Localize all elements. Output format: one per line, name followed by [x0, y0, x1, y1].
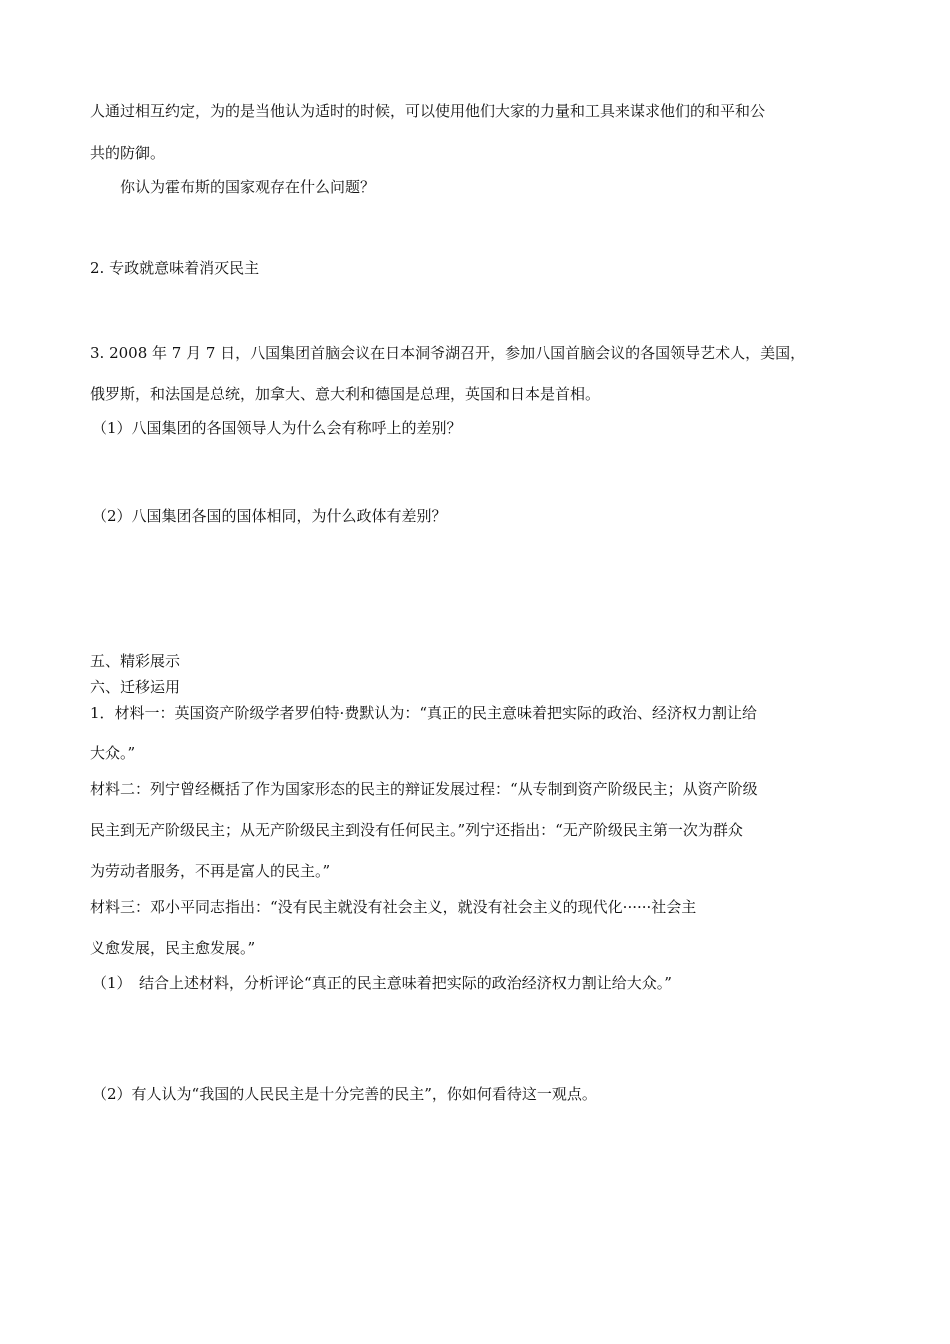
- section-six-heading: 六、迁移运用: [90, 678, 181, 696]
- question-3-sub-2: （2）八国集团各国的国体相同，为什么政体有差别？: [92, 507, 447, 525]
- material-3-line-1: 材料三：邓小平同志指出：“没有民主就没有社会主义，就没有社会主义的现代化······社会主: [90, 898, 697, 916]
- question-3-sub-1: （1）八国集团的各国领导人为什么会有称呼上的差别？: [92, 419, 462, 437]
- material-2-line-3: 为劳动者服务，不再是富人的民主。”: [90, 862, 331, 880]
- material-2-line-1: 材料二：列宁曾经概括了作为国家形态的民主的辩证发展过程：“从专制到资产阶级民主；从资产阶级: [90, 780, 758, 798]
- question-3-line-2: 俄罗斯，和法国是总统，加拿大、意大利和德国是总理，英国和日本是首相。: [90, 385, 601, 403]
- material-question-1: （1） 结合上述材料，分析评论“真正的民主意味着把实际的政治经济权力割让给大众。”: [92, 974, 672, 992]
- hobbes-quote-line-2: 共的防御。: [90, 144, 166, 162]
- question-2: 2. 专政就意味着消灭民主: [90, 259, 260, 277]
- hobbes-question: 你认为霍布斯的国家观存在什么问题？: [120, 178, 376, 196]
- material-1-line-2: 大众。”: [90, 744, 136, 762]
- material-2-line-2: 民主到无产阶级民主；从无产阶级民主到没有任何民主。”列宁还指出：“无产阶级民主第一次为群众: [90, 821, 743, 839]
- material-question-2: （2）有人认为“我国的人民民主是十分完善的民主”，你如何看待这一观点。: [92, 1085, 597, 1103]
- hobbes-quote-line-1: 人通过相互约定，为的是当他认为适时的时候，可以使用他们大家的力量和工具来谋求他们的和平和公: [90, 102, 766, 120]
- material-1-line-1: 1．材料一：英国资产阶级学者罗伯特·费默认为：“真正的民主意味着把实际的政治、经济权力割让给: [90, 704, 757, 722]
- section-five-heading: 五、精彩展示: [90, 652, 181, 670]
- question-3-line-1: 3. 2008 年 7 月 7 日，八国集团首脑会议在日本洞爷湖召开，参加八国首脑会议的各国领导艺术人，美国，: [90, 344, 806, 362]
- material-3-line-2: 义愈发展，民主愈发展。”: [90, 939, 256, 957]
